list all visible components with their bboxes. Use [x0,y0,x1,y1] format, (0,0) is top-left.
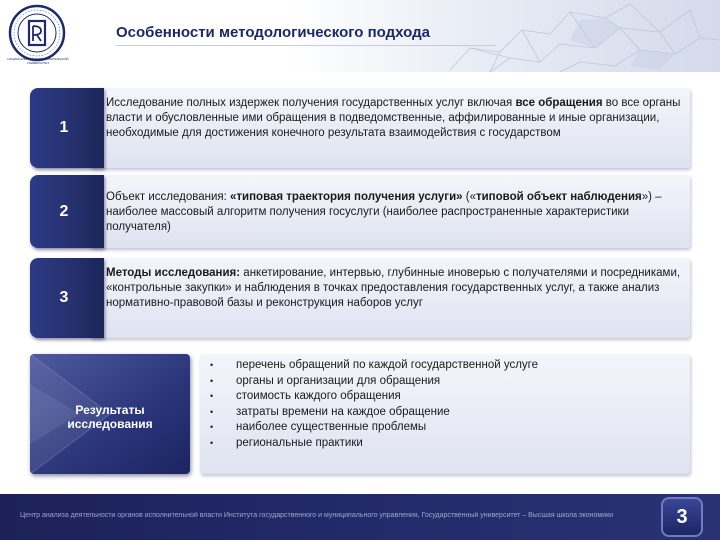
title-divider [116,45,496,46]
row-1-number: 1 [59,119,69,136]
results-label [30,403,190,431]
bullet: • [210,360,214,370]
row-2-text-part: (« [462,191,476,203]
list-item [210,436,538,452]
list-item-text: стоимость каждого обращения [236,390,401,402]
results-label-line: Результаты [75,403,145,417]
list-item [210,405,538,421]
row-3-text-bold: Методы исследования: [106,267,241,279]
bullet: • [210,437,214,448]
list-item [210,374,538,390]
results-list [210,358,538,451]
row-2-text [106,190,686,235]
row-1-number-tab [30,88,104,168]
list-item [210,389,538,405]
results-box [30,354,190,474]
row-3-text [106,266,686,311]
page-number: 3 [676,505,688,528]
bullet: • [210,406,214,417]
list-item-text: наиболее существенные проблемы [236,421,427,433]
footer-bar [0,494,720,540]
list-item-text: органы и организации для обращения [236,374,441,387]
list-item-text: затраты времени на каждое обращение [236,405,450,418]
results-label-line: исследования [67,417,153,431]
row-1-text-part: Исследование полных издержек получения государственных услуг включая [106,97,516,109]
row-2-text-part: ») – наиболее массовый алгоритм получения госуслуги (наиболее распространенные характеристики получателя) [106,191,662,233]
page-title: Особенности методологического подхода [116,24,430,41]
map-background [430,0,720,72]
bullet: • [210,391,214,401]
row-1-text-bold: все обращения [515,97,603,109]
page-number-badge [661,497,703,537]
list-item-text: перечень обращений по каждой государственной услуге [236,359,539,371]
list-item [210,420,538,436]
row-1-text [106,96,686,141]
row-2-text-part: Объект исследования: [106,191,231,203]
row-3-text-part: анкетирование, интервью, глубинные иноверью с получателями и посредниками, «контрольные закупки» и наблюдения в точках предоставления государственных услуг, а также анализ нормативно-правовой базы и реконструкция наборов услуг [106,267,681,309]
row-2-number: 2 [59,202,69,220]
row-2-text-bold: типовой объект наблюдения [475,191,642,203]
row-3-number-tab [30,258,104,338]
logo-caption: НАЦИОНАЛЬНЫЙ ИССЛЕДОВАТЕЛЬСКИЙ УНИВЕРСИТЕТ [7,57,69,65]
row-3-number: 3 [59,289,69,306]
bullet: • [210,375,214,386]
list-item-text: региональные практики [236,436,363,449]
university-logo [8,4,66,62]
footer-text: Центр анализа деятельности органов исполнительной власти Института государственного и муниципального управления, Государственный университет – Высшая школа экономики [20,512,614,519]
row-2-text-bold: «типовая траектория получения услуги» [230,191,463,203]
row-1-text-part: во все органы власти и обусловленные ими обращения в подведомственные, аффилированные и иные организации, необходимые для достижения конечного результата взаимодействия с государством [106,97,681,139]
list-item [210,358,538,374]
row-2-number-tab [30,175,104,248]
bullet: • [210,422,214,432]
